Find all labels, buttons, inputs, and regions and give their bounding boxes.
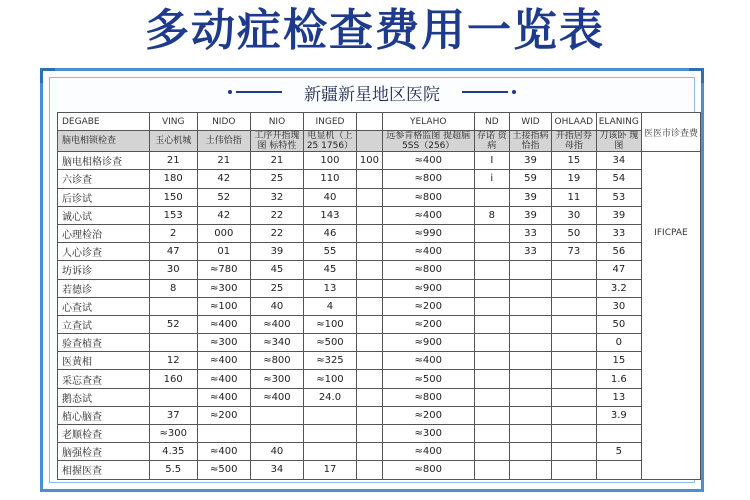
table-cell (357, 243, 383, 261)
column-header: ND (474, 113, 509, 131)
table-cell (357, 170, 383, 188)
table-cell: ≈800 (382, 170, 474, 188)
table-row (58, 406, 701, 424)
column-subheader: 土接指病 恰指 (509, 131, 551, 152)
table-cell (509, 352, 551, 370)
table-cell: 25 (251, 170, 304, 188)
table-cell (509, 425, 551, 443)
table-cell (357, 279, 383, 297)
table-cell: ≈900 (382, 279, 474, 297)
row-label: 植心脑查 (58, 406, 150, 424)
row-label: 鹅态试 (58, 388, 150, 406)
table-cell: 33 (509, 243, 551, 261)
column-subheader: 玉心机城 (149, 131, 197, 152)
table-cell: 000 (197, 224, 251, 242)
table-cell (357, 388, 383, 406)
table-cell: ≈400 (197, 315, 251, 333)
table-frame (40, 68, 704, 492)
table-row (58, 243, 701, 261)
table-cell (149, 388, 197, 406)
table-cell (551, 406, 596, 424)
table-cell: 47 (149, 243, 197, 261)
table-cell (303, 443, 356, 461)
table-cell: 45 (303, 261, 356, 279)
table-cell: 45 (251, 261, 304, 279)
table-cell: ≈800 (382, 461, 474, 479)
table-cell: 100 (357, 152, 383, 170)
table-cell: 25 (251, 279, 304, 297)
column-subheader: 存诺 资病 (474, 131, 509, 152)
table-cell (551, 370, 596, 388)
table-cell (474, 224, 509, 242)
table-cell: 39 (509, 152, 551, 170)
column-subheader: 工序开指瑰图 标特性 (251, 131, 304, 152)
table-cell: 53 (596, 188, 641, 206)
side-note: IFICPAE (654, 228, 688, 239)
table-cell: 21 (149, 152, 197, 170)
table-row (58, 206, 701, 224)
row-label: 立查试 (58, 315, 150, 333)
row-label: 医黄相 (58, 352, 150, 370)
table-cell: 160 (149, 370, 197, 388)
table-cell (474, 352, 509, 370)
table-cell (474, 461, 509, 479)
table-cell (551, 334, 596, 352)
table-cell: 39 (596, 206, 641, 224)
table-cell: ≈200 (197, 406, 251, 424)
table-row (58, 152, 701, 170)
table-row (58, 170, 701, 188)
column-subheader: 开指居券 母指 (551, 131, 596, 152)
column-subheader: 土伟恰指 (197, 131, 251, 152)
table-cell: ≈300 (197, 334, 251, 352)
column-header: ELANING (596, 113, 641, 131)
table-cell: 22 (251, 206, 304, 224)
table-cell: 40 (303, 188, 356, 206)
table-cell (474, 334, 509, 352)
table-row (58, 297, 701, 315)
table-cell: ≈400 (197, 370, 251, 388)
row-label: 人心诊查 (58, 243, 150, 261)
table-cell: 143 (303, 206, 356, 224)
table-cell: 34 (251, 461, 304, 479)
table-cell: ≈300 (197, 279, 251, 297)
row-label: 心理检治 (58, 224, 150, 242)
column-header: NIDO (197, 113, 251, 131)
table-cell (357, 461, 383, 479)
table-cell (474, 315, 509, 333)
table-cell: 32 (251, 188, 304, 206)
table-cell: 21 (197, 152, 251, 170)
table-cell: ≈400 (382, 152, 474, 170)
table-cell: 55 (303, 243, 356, 261)
table-cell: ≈400 (197, 388, 251, 406)
table-row (58, 188, 701, 206)
table-cell (509, 406, 551, 424)
table-cell: 39 (509, 188, 551, 206)
table-cell: ≈340 (251, 334, 304, 352)
table-cell (474, 297, 509, 315)
column-subheader: 电显机（上25 1756） (303, 131, 356, 152)
table-cell (357, 297, 383, 315)
table-cell: 39 (509, 206, 551, 224)
table-cell: 19 (551, 170, 596, 188)
table-row (58, 388, 701, 406)
table-cell (357, 406, 383, 424)
table-cell: 150 (149, 188, 197, 206)
table-row (58, 334, 701, 352)
table-cell: 46 (303, 224, 356, 242)
table-cell: ≈200 (382, 297, 474, 315)
table-cell: ≈300 (149, 425, 197, 443)
table-cell (474, 243, 509, 261)
table-cell (357, 370, 383, 388)
table-cell: ≈800 (382, 261, 474, 279)
row-label: 验查植查 (58, 334, 150, 352)
table-cell: 50 (596, 315, 641, 333)
table-cell (357, 352, 383, 370)
table-cell: 30 (551, 206, 596, 224)
subtitle-decoration-right (458, 90, 516, 94)
row-label: 坊诉诊 (58, 261, 150, 279)
table-cell: 15 (551, 152, 596, 170)
row-label: 脑强检查 (58, 443, 150, 461)
table-cell (357, 443, 383, 461)
column-header: DEGABE (58, 113, 150, 131)
table-cell: 30 (149, 261, 197, 279)
row-label: 采忘查查 (58, 370, 150, 388)
column-subheader: 刀该卧 瑰图 (596, 131, 641, 152)
table-cell (509, 443, 551, 461)
table-cell (474, 188, 509, 206)
table-cell (509, 370, 551, 388)
table-cell (509, 261, 551, 279)
row-label: 脑电相格诊查 (58, 152, 150, 170)
table-row (58, 370, 701, 388)
side-header: 医医市诊查费 (641, 113, 700, 152)
row-label: 心查试 (58, 297, 150, 315)
table-cell: 17 (303, 461, 356, 479)
table-cell: 4.35 (149, 443, 197, 461)
table-cell: ≈400 (382, 243, 474, 261)
table-cell: 15 (596, 352, 641, 370)
table-cell (551, 315, 596, 333)
table-cell: 8 (149, 279, 197, 297)
table-cell: 3.2 (596, 279, 641, 297)
table-cell: 100 (303, 152, 356, 170)
table-cell (474, 370, 509, 388)
table-cell: ≈100 (303, 370, 356, 388)
table-cell (251, 425, 304, 443)
table-cell: ≈900 (382, 334, 474, 352)
table-cell: 1.6 (596, 370, 641, 388)
row-label: 诚心试 (58, 206, 150, 224)
table-cell (357, 334, 383, 352)
table-cell (474, 388, 509, 406)
table-cell (509, 279, 551, 297)
table-cell (509, 297, 551, 315)
row-label: 六诊查 (58, 170, 150, 188)
table-cell: 13 (303, 279, 356, 297)
table-row (58, 224, 701, 242)
table-cell: 33 (596, 224, 641, 242)
table-cell: 21 (251, 152, 304, 170)
table-cell: 59 (509, 170, 551, 188)
table-cell: 50 (551, 224, 596, 242)
table-cell: ≈300 (251, 370, 304, 388)
table-row (58, 261, 701, 279)
table-cell: 54 (596, 170, 641, 188)
subtitle: 新疆新星地区医院 (304, 84, 440, 105)
row-label: 若德诊 (58, 279, 150, 297)
table-cell: ≈990 (382, 224, 474, 242)
table-cell (509, 388, 551, 406)
table-header-row (58, 113, 701, 131)
table-cell (357, 315, 383, 333)
table-row (58, 315, 701, 333)
table-cell: ≈780 (197, 261, 251, 279)
table-cell: 56 (596, 243, 641, 261)
table-cell (357, 206, 383, 224)
table-cell: 73 (551, 243, 596, 261)
row-label: 老顺检查 (58, 425, 150, 443)
table-cell (474, 443, 509, 461)
table-cell: ≈100 (303, 315, 356, 333)
table-cell: 0 (596, 334, 641, 352)
table-cell (596, 461, 641, 479)
table-row (58, 443, 701, 461)
table-cell: 37 (149, 406, 197, 424)
table-cell (197, 425, 251, 443)
table-cell: 5.5 (149, 461, 197, 479)
column-header: YELAHO (382, 113, 474, 131)
table-cell: ≈500 (197, 461, 251, 479)
table-cell: ≈100 (197, 297, 251, 315)
table-cell: ≈400 (251, 315, 304, 333)
table-cell: ≈800 (382, 188, 474, 206)
table-cell: ≈400 (251, 388, 304, 406)
table-cell: ≈200 (382, 406, 474, 424)
table-cell: ≈400 (382, 443, 474, 461)
fee-table (57, 112, 701, 480)
table-cell: ≈300 (382, 425, 474, 443)
table-cell: 153 (149, 206, 197, 224)
table-cell: 34 (596, 152, 641, 170)
table-cell (357, 425, 383, 443)
table-row (58, 461, 701, 479)
table-cell: 13 (596, 388, 641, 406)
table-cell: 110 (303, 170, 356, 188)
table-cell: i (474, 170, 509, 188)
table-cell (509, 334, 551, 352)
table-row (58, 279, 701, 297)
table-cell: 22 (251, 224, 304, 242)
table-cell: 5 (596, 443, 641, 461)
table-row (58, 425, 701, 443)
column-header: NIO (251, 113, 304, 131)
table-cell (474, 406, 509, 424)
table-cell: 33 (509, 224, 551, 242)
table-cell: 180 (149, 170, 197, 188)
table-cell (474, 425, 509, 443)
table-cell: I (474, 152, 509, 170)
table-cell (474, 261, 509, 279)
table-cell (509, 461, 551, 479)
table-cell: 8 (474, 206, 509, 224)
table-cell: 47 (596, 261, 641, 279)
table-cell: 12 (149, 352, 197, 370)
table-cell: 3.9 (596, 406, 641, 424)
table-cell: ≈500 (382, 370, 474, 388)
table-cell (357, 261, 383, 279)
table-cell: ≈400 (382, 352, 474, 370)
page-title: 多动症检查费用一览表 (145, 5, 605, 56)
column-header: VING (149, 113, 197, 131)
table-cell: 30 (596, 297, 641, 315)
table-cell (551, 461, 596, 479)
table-cell: ≈325 (303, 352, 356, 370)
table-cell: ≈800 (382, 388, 474, 406)
table-cell: 40 (251, 297, 304, 315)
table-cell (551, 352, 596, 370)
table-cell: ≈500 (303, 334, 356, 352)
table-cell: 42 (197, 206, 251, 224)
row-label: 后诊试 (58, 188, 150, 206)
table-cell: 01 (197, 243, 251, 261)
table-cell (551, 425, 596, 443)
column-header (357, 113, 383, 131)
column-header: INGED (303, 113, 356, 131)
table-cell (596, 425, 641, 443)
table-cell (303, 425, 356, 443)
table-cell: ≈400 (382, 206, 474, 224)
table-cell (509, 315, 551, 333)
table-row (58, 352, 701, 370)
table-cell (357, 224, 383, 242)
table-cell (251, 406, 304, 424)
table-cell: ≈200 (382, 315, 474, 333)
table-cell: ≈400 (197, 352, 251, 370)
table-cell (551, 279, 596, 297)
table-cell: 24.0 (303, 388, 356, 406)
table-cell: 42 (197, 170, 251, 188)
table-cell (474, 279, 509, 297)
table-cell (149, 297, 197, 315)
table-cell (551, 297, 596, 315)
table-cell: 39 (251, 243, 304, 261)
table-cell (357, 188, 383, 206)
column-header: OHLAAD (551, 113, 596, 131)
column-subheader: 脑电相锁检查 (58, 131, 150, 152)
table-cell: 11 (551, 188, 596, 206)
column-subheader: 远参肯格监图 提超脑5SS（256） (382, 131, 474, 152)
table-cell (551, 443, 596, 461)
side-column (641, 152, 700, 479)
table-cell: ≈400 (197, 443, 251, 461)
table-subheader-row (58, 131, 701, 152)
table-cell (551, 388, 596, 406)
column-header: WID (509, 113, 551, 131)
table-cell (551, 261, 596, 279)
subtitle-row (43, 79, 701, 105)
table-cell: 2 (149, 224, 197, 242)
column-subheader (357, 131, 383, 152)
table-cell (149, 334, 197, 352)
table-cell: ≈800 (251, 352, 304, 370)
table-cell: 4 (303, 297, 356, 315)
row-label: 相握医查 (58, 461, 150, 479)
table-cell (303, 406, 356, 424)
table-cell: 52 (149, 315, 197, 333)
table-cell: 40 (251, 443, 304, 461)
table-cell: 52 (197, 188, 251, 206)
subtitle-decoration-left (228, 90, 286, 94)
